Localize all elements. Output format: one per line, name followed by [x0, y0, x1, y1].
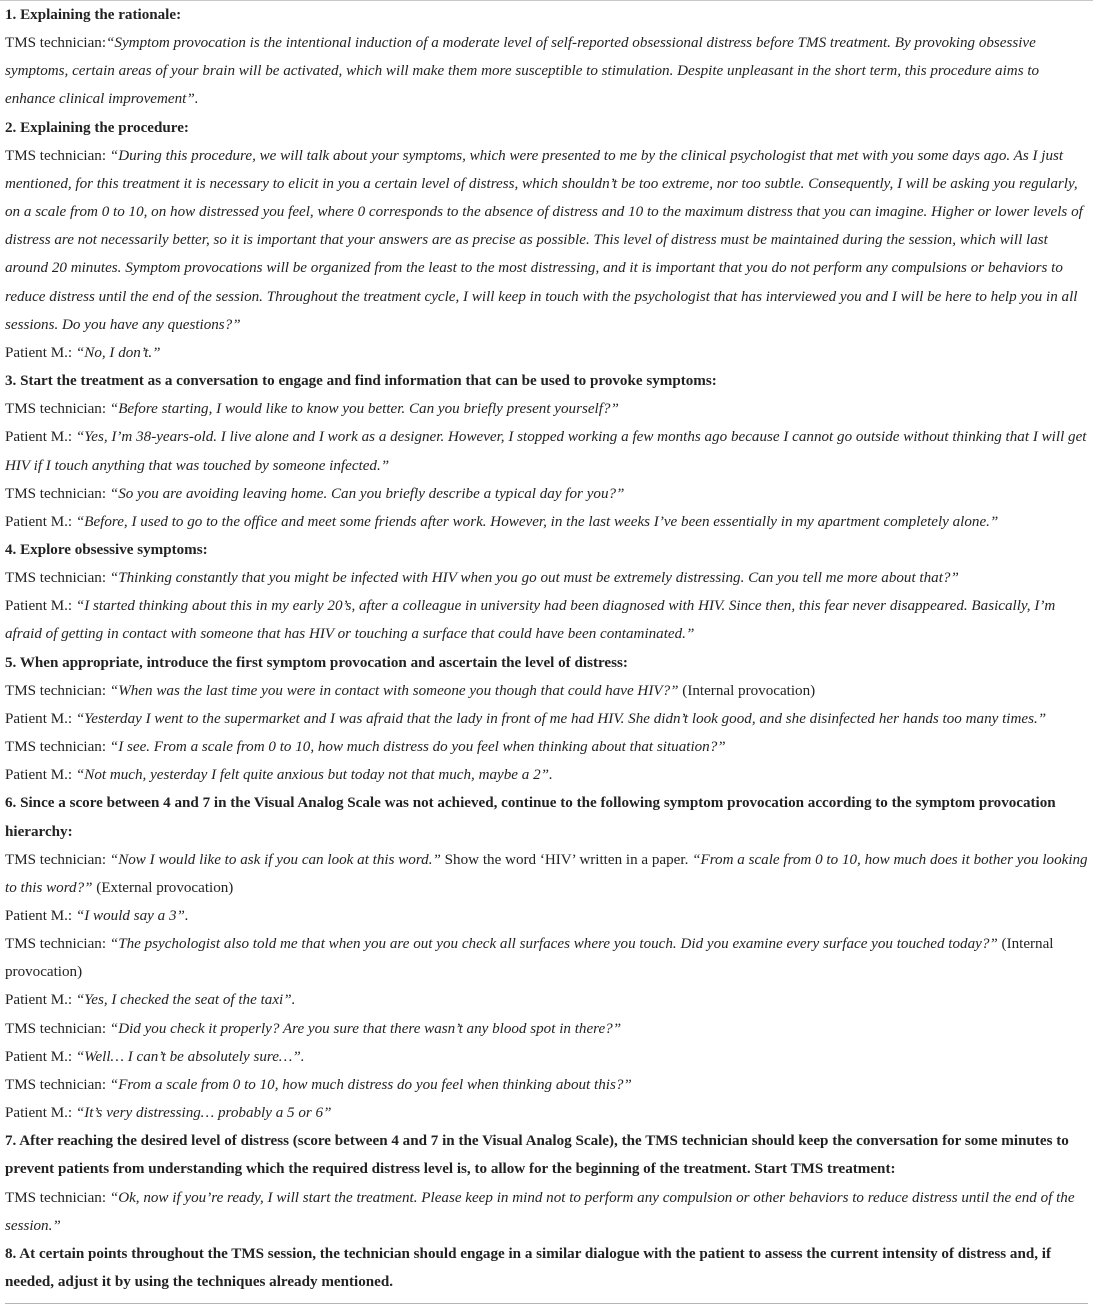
speaker-label: Patient M.: [5, 598, 76, 615]
speaker-label: TMS technician: [5, 35, 107, 52]
speaker-label: TMS technician: [5, 570, 110, 587]
dialogue-line [5, 142, 1093, 339]
dialogue-line [5, 29, 1093, 113]
dialogue-line [5, 423, 1093, 479]
speaker-label: Patient M.: [5, 1048, 76, 1065]
speaker-label: Patient M.: [5, 344, 76, 361]
dialogue-line [5, 705, 1093, 733]
dialogue-line [5, 395, 1093, 423]
speaker-label: TMS technician: [5, 1189, 110, 1206]
dialogue-quote: “I started thinking about this in my early 20’s, after a colleague in university had been diagnosed with HIV. Since then, this fear never disappeared. Basically, I’m afraid of getting in contact with someone that has HIV or touching a surface that could have been contaminated.” [5, 598, 1056, 643]
dialogue-line [5, 1015, 1093, 1043]
dialogue-quote: “Before starting, I would like to know you better. Can you briefly present yourself?” [109, 401, 619, 418]
dialogue-quote: “Thinking constantly that you might be infected with HIV when you go out must be extremely distressing. Can you tell me more about that?” [109, 570, 959, 587]
dialogue-quote: “During this procedure, we will talk about your symptoms, which were presented to me by the clinical psychologist that met with you some days ago. As I just mentioned, for this treatment it is necessary to elicit in you a certain level of distress, which shouldn’t be too extreme, nor too subtle. Consequently, I will be asking you regularly, on a scale from 0 to 10, on how distressed you feel, where 0 corresponds to the absence of distress and 10 to the maximum distress that you can imagine. Higher or lower levels of distress are not necessarily better, so it is important that your answers are as precise as possible. This level of distress must be maintained during the session, which will last around 20 minutes. Symptom provocations will be organized from the least to the most distressing, and it is important that you do not perform any compulsions or behaviors to reduce distress until the end of the session. Throughout the treatment cycle, I will keep in touch with the psychologist that has interviewed you and I will be here to help you in all sessions. Do you have any questions?” [5, 147, 1083, 333]
speaker-label: TMS technician: [5, 682, 110, 699]
section-heading: 5. When appropriate, introduce the first symptom provocation and ascertain the level of distress: [5, 654, 628, 671]
dialogue-line [5, 986, 1093, 1014]
dialogue-quote: “Before, I used to go to the office and meet some friends after work. However, in the last weeks I’ve been essentially in my apartment completely alone.” [75, 513, 999, 530]
speaker-label: TMS technician: [5, 1020, 110, 1037]
dialogue-quote: “Ok, now if you’re ready, I will start the treatment. Please keep in mind not to perform any compulsion or other behaviors to reduce distress until the end of the session.” [5, 1189, 1075, 1234]
speaker-label: Patient M.: [5, 1105, 76, 1122]
section-heading: 4. Explore obsessive symptoms: [5, 541, 208, 558]
dialogue-quote: “Yes, I’m 38-years-old. I live alone and I work as a designer. However, I stopped working a few months ago because I cannot go outside without thinking that I will get HIV if I touch anything that was touched by someone infected.” [5, 429, 1087, 474]
dialogue-quote: “I see. From a scale from 0 to 10, how much distress do you feel when thinking about that situation?” [109, 739, 726, 756]
speaker-label: TMS technician: [5, 401, 110, 418]
speaker-label: Patient M.: [5, 908, 76, 924]
dialogue-line [5, 733, 1093, 761]
dialogue-line [5, 1043, 1093, 1071]
stage-note: (External provocation) [92, 879, 234, 896]
dialogue-line [5, 339, 1093, 367]
dialogue-quote: “Yes, I checked the seat of the taxi”. [75, 992, 296, 1009]
section-heading: 8. At certain points throughout the TMS session, the technician should engage in a similar dialogue with the patient to assess the current intensity of distress and, if needed, adjust it by using the techniques already mentioned. [5, 1245, 1052, 1291]
dialogue-line [5, 677, 1093, 705]
dialogue-line [5, 902, 1093, 930]
dialogue-quote: “Did you check it properly? Are you sure that there wasn’t any blood spot in there?” [109, 1020, 622, 1037]
dialogue-quote: “Now I would like to ask if you can look at this word.” [109, 851, 441, 868]
dialogue-quote: “Symptom provocation is the intentional induction of a moderate level of self-reported obsessional distress before TMS treatment. By provoking obsessive symptoms, certain areas of your brain will be activated, which will make them more susceptible to stimulation. Despite unpleasant in the short term, this procedure aims to enhance clinical improvement”. [5, 35, 1040, 108]
speaker-label: TMS technician: [5, 936, 110, 953]
dialogue-quote: “When was the last time you were in contact with someone you though that could have HIV?” [109, 682, 679, 699]
dialogue-line [5, 480, 1093, 508]
dialogue-line [5, 846, 1093, 902]
section-heading: 2. Explaining the procedure: [5, 119, 189, 136]
dialogue-quote: “Yesterday I went to the supermarket and I was afraid that the lady in front of me had HIV. She didn’t look good, and she disinfected her hands too many times.” [75, 710, 1047, 727]
section-heading: 3. Start the treatment as a conversation to engage and find information that can be used to provoke symptoms: [5, 373, 717, 390]
speaker-label: TMS technician: [5, 851, 110, 868]
dialogue-quote: “I would say a 3”. [75, 908, 189, 924]
dialogue-quote: “From a scale from 0 to 10, how much does it bother you looking to this word?” [5, 851, 1088, 896]
dialogue-quote: “From a scale from 0 to 10, how much distress do you feel when thinking about this?” [109, 1076, 632, 1093]
bottom-divider [5, 1303, 1088, 1304]
dialogue-line [5, 1184, 1093, 1240]
dialogue-quote: “Not much, yesterday I felt quite anxious but today not that much, maybe a 2”. [75, 767, 553, 784]
stage-note: (Internal provocation) [5, 936, 1054, 981]
dialogue-quote: “The psychologist also told me that when you are out you check all surfaces where you touch. Did you examine every surface you touched today?” [109, 936, 998, 953]
stage-note: (Internal provocation) [678, 682, 816, 699]
section-heading: 7. After reaching the desired level of distress (score between 4 and 7 in the Visual Analog Scale), the TMS technician should keep the conversation for some minutes to prevent patients from understanding which the required distress level is, to allow for the beginning of the treatment. Start TMS treatment: [5, 1133, 1069, 1178]
speaker-label: Patient M.: [5, 767, 76, 784]
dialogue-line [5, 508, 1093, 536]
dialogue-quote: “It’s very distressing… probably a 5 or 6” [75, 1105, 332, 1122]
speaker-label: TMS technician: [5, 739, 110, 756]
dialogue-quote: “Well… I can’t be absolutely sure…”. [75, 1048, 305, 1065]
dialogue-line [5, 564, 1093, 592]
speaker-label: Patient M.: [5, 513, 76, 530]
speaker-label: TMS technician: [5, 485, 110, 502]
dialogue-line [5, 592, 1093, 648]
dialogue-line [5, 930, 1093, 986]
section-heading: 6. Since a score between 4 and 7 in the Visual Analog Scale was not achieved, continue to the following symptom provocation according to the symptom provocation hierarchy: [5, 795, 1056, 840]
speaker-label: TMS technician: [5, 1076, 110, 1093]
speaker-label: Patient M.: [5, 992, 76, 1009]
dialogue-quote: “So you are avoiding leaving home. Can you briefly describe a typical day for you?” [109, 485, 625, 502]
speaker-label: Patient M.: [5, 710, 76, 727]
dialogue-line [5, 1071, 1093, 1099]
dialogue-quote: “No, I don’t.” [75, 344, 161, 361]
section-heading: 1. Explaining the rationale: [5, 7, 182, 23]
speaker-label: Patient M.: [5, 429, 76, 446]
stage-note: Show the word ‘HIV’ written in a paper. [440, 851, 693, 868]
dialogue-line [5, 1099, 1093, 1127]
document-body [5, 1, 1093, 1296]
dialogue-line [5, 761, 1093, 789]
speaker-label: TMS technician: [5, 147, 110, 164]
